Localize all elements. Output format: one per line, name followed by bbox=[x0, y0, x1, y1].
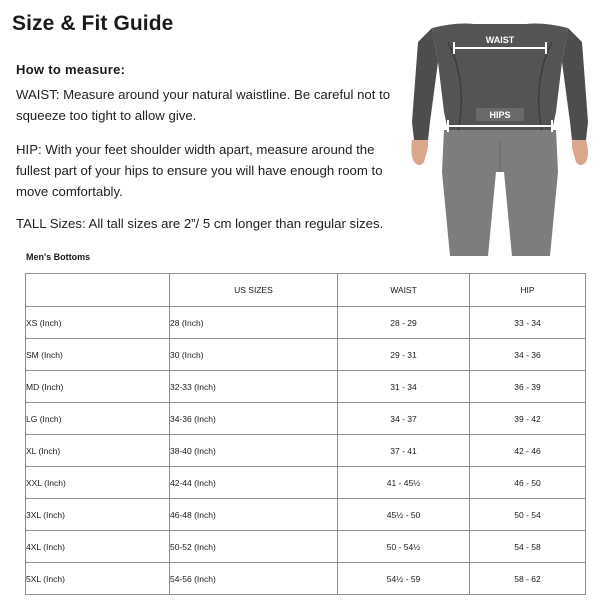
us-size-cell: 32-33 (Inch) bbox=[170, 371, 338, 403]
us-size-cell: 34-36 (Inch) bbox=[170, 403, 338, 435]
size-cell: 4XL (Inch) bbox=[26, 531, 170, 563]
header-waist: WAIST bbox=[338, 274, 470, 307]
hip-cell: 42 - 46 bbox=[470, 435, 586, 467]
table-row bbox=[26, 307, 586, 339]
waist-cell: 41 - 45½ bbox=[338, 467, 470, 499]
us-size-cell: 46-48 (Inch) bbox=[170, 499, 338, 531]
us-size-cell: 38-40 (Inch) bbox=[170, 435, 338, 467]
size-chart-table bbox=[25, 273, 586, 595]
table-row bbox=[26, 435, 586, 467]
hip-cell: 34 - 36 bbox=[470, 339, 586, 371]
table-row bbox=[26, 467, 586, 499]
us-size-cell: 42-44 (Inch) bbox=[170, 467, 338, 499]
hip-cell: 54 - 58 bbox=[470, 531, 586, 563]
hips-figure-label: HIPS bbox=[489, 110, 511, 120]
waist-cell: 34 - 37 bbox=[338, 403, 470, 435]
hip-instructions: HIP: With your feet shoulder width apart, measure around the fullest part of your hips to ensure you will have enough room to move comfortably. bbox=[16, 142, 383, 199]
page-title: Size & Fit Guide bbox=[12, 12, 174, 35]
tall-sizes-note: TALL Sizes: All tall sizes are 2”/ 5 cm longer than regular sizes. bbox=[16, 216, 384, 231]
header-size bbox=[26, 274, 170, 307]
hip-cell: 58 - 62 bbox=[470, 563, 586, 595]
waist-cell: 28 - 29 bbox=[338, 307, 470, 339]
table-row bbox=[26, 531, 586, 563]
us-size-cell: 50-52 (Inch) bbox=[170, 531, 338, 563]
us-size-cell: 54-56 (Inch) bbox=[170, 563, 338, 595]
waist-cell: 54½ - 59 bbox=[338, 563, 470, 595]
size-cell: 5XL (Inch) bbox=[26, 563, 170, 595]
header-hip: HIP bbox=[470, 274, 586, 307]
size-cell: MD (Inch) bbox=[26, 371, 170, 403]
table-caption: Men's Bottoms bbox=[26, 252, 91, 262]
size-cell: LG (Inch) bbox=[26, 403, 170, 435]
hip-cell: 36 - 39 bbox=[470, 371, 586, 403]
table-header-row bbox=[26, 274, 586, 307]
waist-cell: 45½ - 50 bbox=[338, 499, 470, 531]
measurement-model-figure bbox=[408, 22, 592, 256]
waist-cell: 37 - 41 bbox=[338, 435, 470, 467]
hip-cell: 39 - 42 bbox=[470, 403, 586, 435]
size-cell: XS (Inch) bbox=[26, 307, 170, 339]
hip-cell: 50 - 54 bbox=[470, 499, 586, 531]
size-cell: XXL (Inch) bbox=[26, 467, 170, 499]
waist-instructions: WAIST: Measure around your natural waistline. Be careful not to squeeze too tight to allow give. bbox=[16, 87, 391, 123]
waist-figure-label: WAIST bbox=[485, 35, 515, 45]
size-cell: SM (Inch) bbox=[26, 339, 170, 371]
how-to-measure-heading: How to measure: bbox=[16, 62, 126, 77]
waist-cell: 50 - 54½ bbox=[338, 531, 470, 563]
table-row bbox=[26, 499, 586, 531]
table-row bbox=[26, 563, 586, 595]
hip-cell: 33 - 34 bbox=[470, 307, 586, 339]
table-row bbox=[26, 371, 586, 403]
header-us-sizes: US SIZES bbox=[170, 274, 338, 307]
us-size-cell: 28 (Inch) bbox=[170, 307, 338, 339]
us-size-cell: 30 (Inch) bbox=[170, 339, 338, 371]
table-row bbox=[26, 403, 586, 435]
table-row bbox=[26, 339, 586, 371]
size-cell: 3XL (Inch) bbox=[26, 499, 170, 531]
waist-cell: 29 - 31 bbox=[338, 339, 470, 371]
waist-cell: 31 - 34 bbox=[338, 371, 470, 403]
hip-cell: 46 - 50 bbox=[470, 467, 586, 499]
size-cell: XL (Inch) bbox=[26, 435, 170, 467]
